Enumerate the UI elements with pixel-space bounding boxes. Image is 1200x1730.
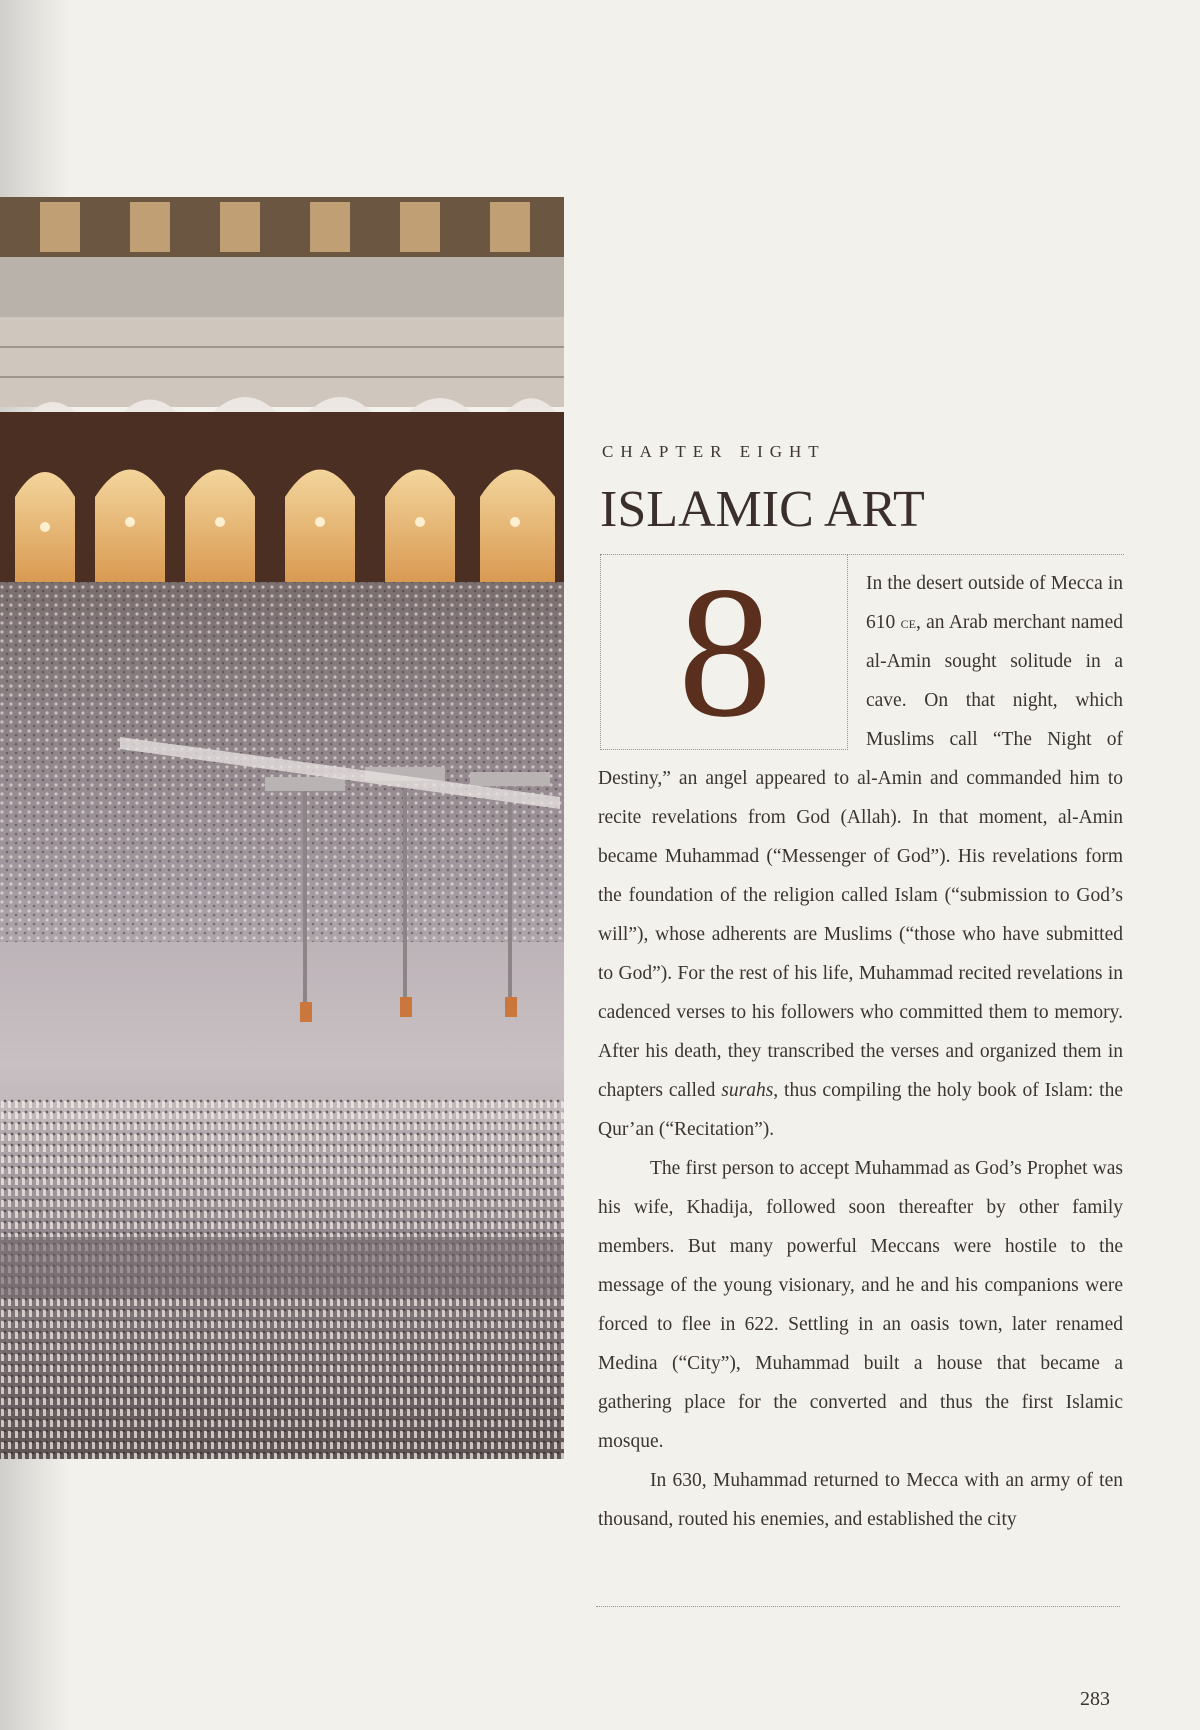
- body-text: [598, 564, 1123, 1539]
- chapter-kicker: CHAPTER EIGHT: [602, 442, 826, 461]
- paragraph-1-part-b: , an Arab merchant named al-Amin sought solitude in a cave. On that night, which Muslims call “The Night of Destiny,” an angel appeared to al-Amin and commanded him to recite revelations from God (Allah). In that moment, al-Amin became Muhammad (“Messenger of God”). His revelations form the foundation of the religion called Islam (“submission to God’s will”), whose adherents are Muslims (“those who have submitted to God”). For the rest of his life, Muhammad recited revelations in cadenced verses to his followers who committed them to memory. After his death, they transcribed the verses and organized them in chapters called: [598, 612, 1123, 1101]
- chapter-number: 8: [678, 547, 772, 756]
- chapter-title: ISLAMIC ART: [600, 481, 925, 538]
- page-number: 283: [1080, 1688, 1110, 1710]
- pilgrimage-courtyard-photo: [0, 197, 564, 1459]
- paragraph-2: The first person to accept Muhammad as God’s Prophet was his wife, Khadija, followed soon thereafter by other family members. But many powerful Meccans were hostile to the message of the young visionary, and he and his companions were forced to flee in 622. Settling in an oasis town, later renamed Medina (“City”), Muhammad built a house that became a gathering place for the converted and thus the first Islamic mosque.: [598, 1158, 1123, 1452]
- paragraph-3: In 630, Muhammad returned to Mecca with an army of ten thousand, routed his enemies, and established the city: [598, 1470, 1123, 1530]
- bottom-dotted-rule: [596, 1606, 1120, 1607]
- paragraph-1-part-a: In the desert outside of Mecca in 610: [866, 573, 1123, 633]
- paragraph-1-part-c: , thus compiling the holy book of Islam: the Qur’an (“Recitation”).: [598, 1080, 1124, 1140]
- era-abbreviation: ce: [900, 613, 916, 632]
- photo-illustration: [0, 197, 564, 1459]
- term-surahs: surahs: [721, 1080, 774, 1101]
- drop-number-spacer: [598, 564, 866, 759]
